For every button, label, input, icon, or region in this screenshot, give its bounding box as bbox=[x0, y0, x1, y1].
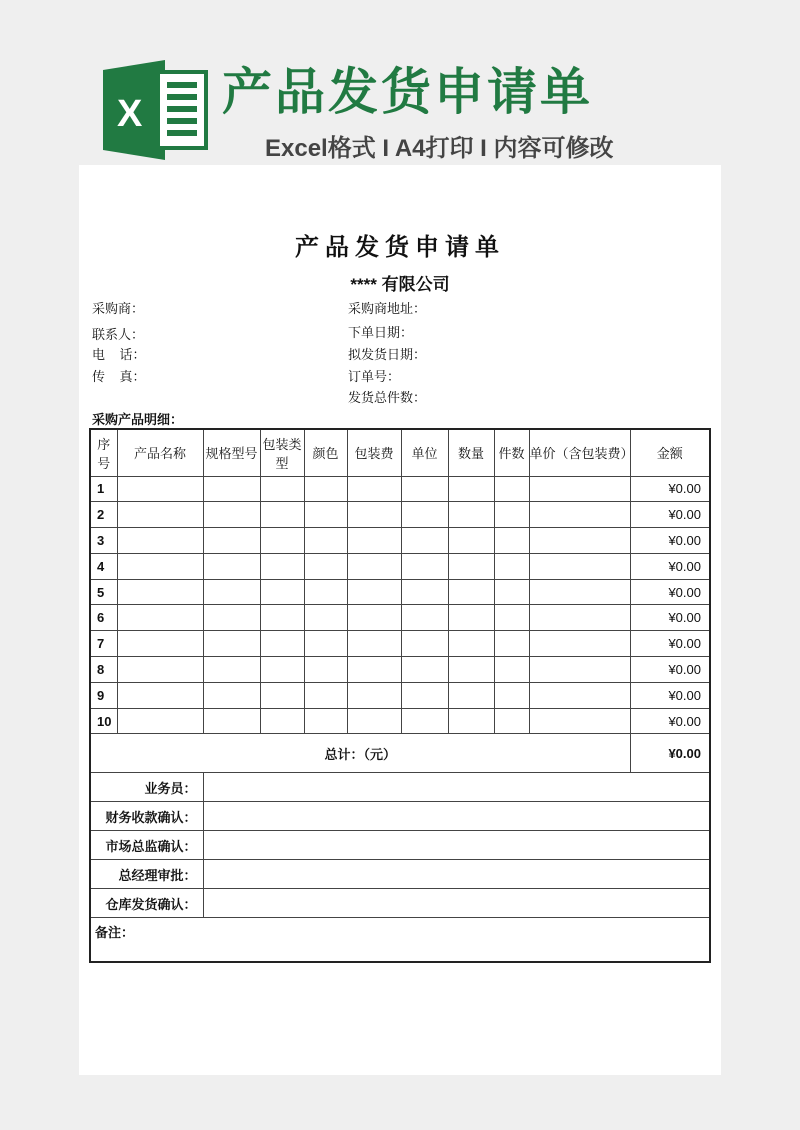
signoff-field[interactable] bbox=[203, 773, 710, 802]
row-number: 8 bbox=[90, 657, 117, 683]
row-amount: ¥0.00 bbox=[630, 579, 710, 605]
field-fax: 传 真： bbox=[92, 369, 146, 384]
table-cell[interactable] bbox=[448, 631, 494, 657]
row-amount: ¥0.00 bbox=[630, 605, 710, 631]
table-cell[interactable] bbox=[529, 579, 630, 605]
table-cell[interactable] bbox=[347, 476, 401, 502]
table-cell[interactable] bbox=[401, 476, 448, 502]
table-header bbox=[90, 429, 710, 476]
header-cell: 数量 bbox=[448, 429, 494, 476]
table-cell[interactable] bbox=[401, 631, 448, 657]
table-cell[interactable] bbox=[494, 708, 529, 734]
signoff-row bbox=[90, 889, 710, 918]
row-amount: ¥0.00 bbox=[630, 502, 710, 528]
table-cell[interactable] bbox=[347, 553, 401, 579]
field-contact: 联系人： bbox=[92, 327, 145, 342]
table-cell[interactable] bbox=[347, 631, 401, 657]
table-cell[interactable] bbox=[448, 579, 494, 605]
table-row bbox=[90, 579, 710, 605]
table-row bbox=[90, 682, 710, 708]
field-ship-date: 拟发货日期： bbox=[348, 347, 427, 362]
table-row bbox=[90, 657, 710, 683]
table-cell[interactable] bbox=[203, 605, 260, 631]
table-cell[interactable] bbox=[260, 502, 304, 528]
table-cell[interactable] bbox=[304, 476, 347, 502]
header-cell: 包装费 bbox=[347, 429, 401, 476]
table-cell[interactable] bbox=[304, 605, 347, 631]
table-cell[interactable] bbox=[260, 682, 304, 708]
total-label: 总计：（元） bbox=[90, 734, 630, 773]
table-cell[interactable] bbox=[529, 605, 630, 631]
signoff-row bbox=[90, 802, 710, 831]
header-cell: 序号 bbox=[90, 429, 117, 476]
table-cell[interactable] bbox=[260, 657, 304, 683]
table-cell[interactable] bbox=[304, 708, 347, 734]
field-buyer: 采购商： bbox=[92, 301, 145, 316]
signoff-row bbox=[90, 860, 710, 889]
table-cell[interactable] bbox=[529, 631, 630, 657]
section-label: 采购产品明细： bbox=[92, 412, 184, 427]
table-cell[interactable] bbox=[347, 605, 401, 631]
table-cell[interactable] bbox=[494, 579, 529, 605]
row-number: 2 bbox=[90, 502, 117, 528]
header-cell: 产品名称 bbox=[117, 429, 203, 476]
row-amount: ¥0.00 bbox=[630, 708, 710, 734]
table-cell[interactable] bbox=[260, 553, 304, 579]
table-cell[interactable] bbox=[494, 502, 529, 528]
table-cell[interactable] bbox=[494, 553, 529, 579]
table-cell[interactable] bbox=[203, 476, 260, 502]
table-cell[interactable] bbox=[203, 708, 260, 734]
table-cell[interactable] bbox=[260, 579, 304, 605]
table-cell[interactable] bbox=[529, 553, 630, 579]
table-cell[interactable] bbox=[304, 579, 347, 605]
table-row bbox=[90, 631, 710, 657]
table-cell[interactable] bbox=[117, 631, 203, 657]
table-cell[interactable] bbox=[260, 476, 304, 502]
table-cell[interactable] bbox=[448, 657, 494, 683]
table-cell[interactable] bbox=[203, 528, 260, 554]
header-cell: 规格型号 bbox=[203, 429, 260, 476]
table-cell[interactable] bbox=[117, 579, 203, 605]
table-cell[interactable] bbox=[117, 502, 203, 528]
field-order-no: 订单号： bbox=[348, 369, 401, 384]
product-table bbox=[89, 428, 711, 963]
table-cell[interactable] bbox=[347, 682, 401, 708]
table-cell[interactable] bbox=[117, 605, 203, 631]
table-cell[interactable] bbox=[304, 631, 347, 657]
signoff-field[interactable] bbox=[203, 860, 710, 889]
table-cell[interactable] bbox=[401, 682, 448, 708]
table-cell[interactable] bbox=[494, 476, 529, 502]
table-cell[interactable] bbox=[401, 605, 448, 631]
company-name: **** 有限公司 bbox=[350, 275, 450, 294]
table-cell[interactable] bbox=[260, 605, 304, 631]
row-number: 3 bbox=[90, 528, 117, 554]
table-cell[interactable] bbox=[529, 708, 630, 734]
table-cell[interactable] bbox=[448, 605, 494, 631]
table-cell[interactable] bbox=[401, 579, 448, 605]
table-cell[interactable] bbox=[117, 657, 203, 683]
header-cell: 件数 bbox=[494, 429, 529, 476]
table-cell[interactable] bbox=[448, 528, 494, 554]
table-cell[interactable] bbox=[448, 553, 494, 579]
signoff-label: 仓库发货确认： bbox=[90, 889, 203, 918]
remark-row bbox=[90, 918, 710, 962]
header-cell: 金额 bbox=[630, 429, 710, 476]
excel-logo-icon bbox=[103, 60, 209, 160]
row-amount: ¥0.00 bbox=[630, 682, 710, 708]
table-row bbox=[90, 502, 710, 528]
header-cell: 单位 bbox=[401, 429, 448, 476]
table-row bbox=[90, 605, 710, 631]
table-cell[interactable] bbox=[117, 708, 203, 734]
row-number: 6 bbox=[90, 605, 117, 631]
svg-text:X: X bbox=[117, 93, 143, 135]
row-number: 9 bbox=[90, 682, 117, 708]
row-amount: ¥0.00 bbox=[630, 528, 710, 554]
table-cell[interactable] bbox=[304, 528, 347, 554]
signoff-label: 市场总监确认： bbox=[90, 831, 203, 860]
table-cell[interactable] bbox=[304, 682, 347, 708]
table-cell[interactable] bbox=[117, 553, 203, 579]
row-amount: ¥0.00 bbox=[630, 553, 710, 579]
field-address: 采购商地址： bbox=[348, 301, 427, 316]
row-number: 7 bbox=[90, 631, 117, 657]
table-cell[interactable] bbox=[529, 502, 630, 528]
row-number: 10 bbox=[90, 708, 117, 734]
table-cell[interactable] bbox=[529, 528, 630, 554]
table-cell[interactable] bbox=[494, 605, 529, 631]
row-amount: ¥0.00 bbox=[630, 631, 710, 657]
table-cell[interactable] bbox=[203, 631, 260, 657]
table-cell[interactable] bbox=[494, 682, 529, 708]
table-cell[interactable] bbox=[304, 502, 347, 528]
table-cell[interactable] bbox=[260, 528, 304, 554]
table-row bbox=[90, 528, 710, 554]
table-cell[interactable] bbox=[304, 657, 347, 683]
table-cell[interactable] bbox=[260, 631, 304, 657]
field-total-pieces: 发货总件数： bbox=[348, 390, 427, 405]
header-cell: 包装类型 bbox=[260, 429, 304, 476]
table-cell[interactable] bbox=[448, 682, 494, 708]
signoff-row bbox=[90, 773, 710, 802]
remark-label[interactable]: 备注： bbox=[90, 918, 710, 962]
banner-title: 产品发货申请单 bbox=[222, 64, 593, 120]
table-cell[interactable] bbox=[401, 528, 448, 554]
table-cell[interactable] bbox=[203, 502, 260, 528]
table-cell[interactable] bbox=[401, 708, 448, 734]
signoff-field[interactable] bbox=[203, 831, 710, 860]
total-amount: ¥0.00 bbox=[630, 734, 710, 773]
row-amount: ¥0.00 bbox=[630, 476, 710, 502]
signoff-label: 财务收款确认： bbox=[90, 802, 203, 831]
table-cell[interactable] bbox=[117, 528, 203, 554]
doc-title: 产品发货申请单 bbox=[295, 234, 505, 261]
field-phone: 电 话： bbox=[92, 347, 146, 362]
table-cell[interactable] bbox=[347, 528, 401, 554]
row-number: 4 bbox=[90, 553, 117, 579]
signoff-row bbox=[90, 831, 710, 860]
table-cell[interactable] bbox=[347, 502, 401, 528]
table-cell[interactable] bbox=[117, 682, 203, 708]
signoff-field[interactable] bbox=[203, 802, 710, 831]
table-cell[interactable] bbox=[448, 476, 494, 502]
table-cell[interactable] bbox=[347, 708, 401, 734]
table-cell[interactable] bbox=[494, 657, 529, 683]
table-cell[interactable] bbox=[304, 553, 347, 579]
signoff-label: 总经理审批： bbox=[90, 860, 203, 889]
table-cell[interactable] bbox=[203, 553, 260, 579]
banner-subtitle: Excel格式 I A4打印 I 内容可修改 bbox=[265, 135, 614, 162]
table-cell[interactable] bbox=[401, 553, 448, 579]
table-cell[interactable] bbox=[529, 657, 630, 683]
table-cell[interactable] bbox=[401, 502, 448, 528]
table-cell[interactable] bbox=[347, 657, 401, 683]
signoff-field[interactable] bbox=[203, 889, 710, 918]
table-cell[interactable] bbox=[117, 476, 203, 502]
field-order-date: 下单日期： bbox=[348, 325, 414, 340]
table-cell[interactable] bbox=[494, 631, 529, 657]
header-cell: 单价（含包装费） bbox=[529, 429, 630, 476]
row-number: 5 bbox=[90, 579, 117, 605]
table-cell[interactable] bbox=[203, 657, 260, 683]
table-cell[interactable] bbox=[448, 708, 494, 734]
table-cell[interactable] bbox=[448, 502, 494, 528]
table-row bbox=[90, 708, 710, 734]
table-cell[interactable] bbox=[347, 579, 401, 605]
signoff-label: 业务员： bbox=[90, 773, 203, 802]
table-cell[interactable] bbox=[529, 682, 630, 708]
table-cell[interactable] bbox=[260, 708, 304, 734]
table-cell[interactable] bbox=[203, 579, 260, 605]
table-row bbox=[90, 553, 710, 579]
table-cell[interactable] bbox=[203, 682, 260, 708]
row-amount: ¥0.00 bbox=[630, 657, 710, 683]
header-cell: 颜色 bbox=[304, 429, 347, 476]
total-row bbox=[90, 734, 710, 773]
table-row bbox=[90, 476, 710, 502]
table-cell[interactable] bbox=[529, 476, 630, 502]
table-cell[interactable] bbox=[494, 528, 529, 554]
table-cell[interactable] bbox=[401, 657, 448, 683]
row-number: 1 bbox=[90, 476, 117, 502]
